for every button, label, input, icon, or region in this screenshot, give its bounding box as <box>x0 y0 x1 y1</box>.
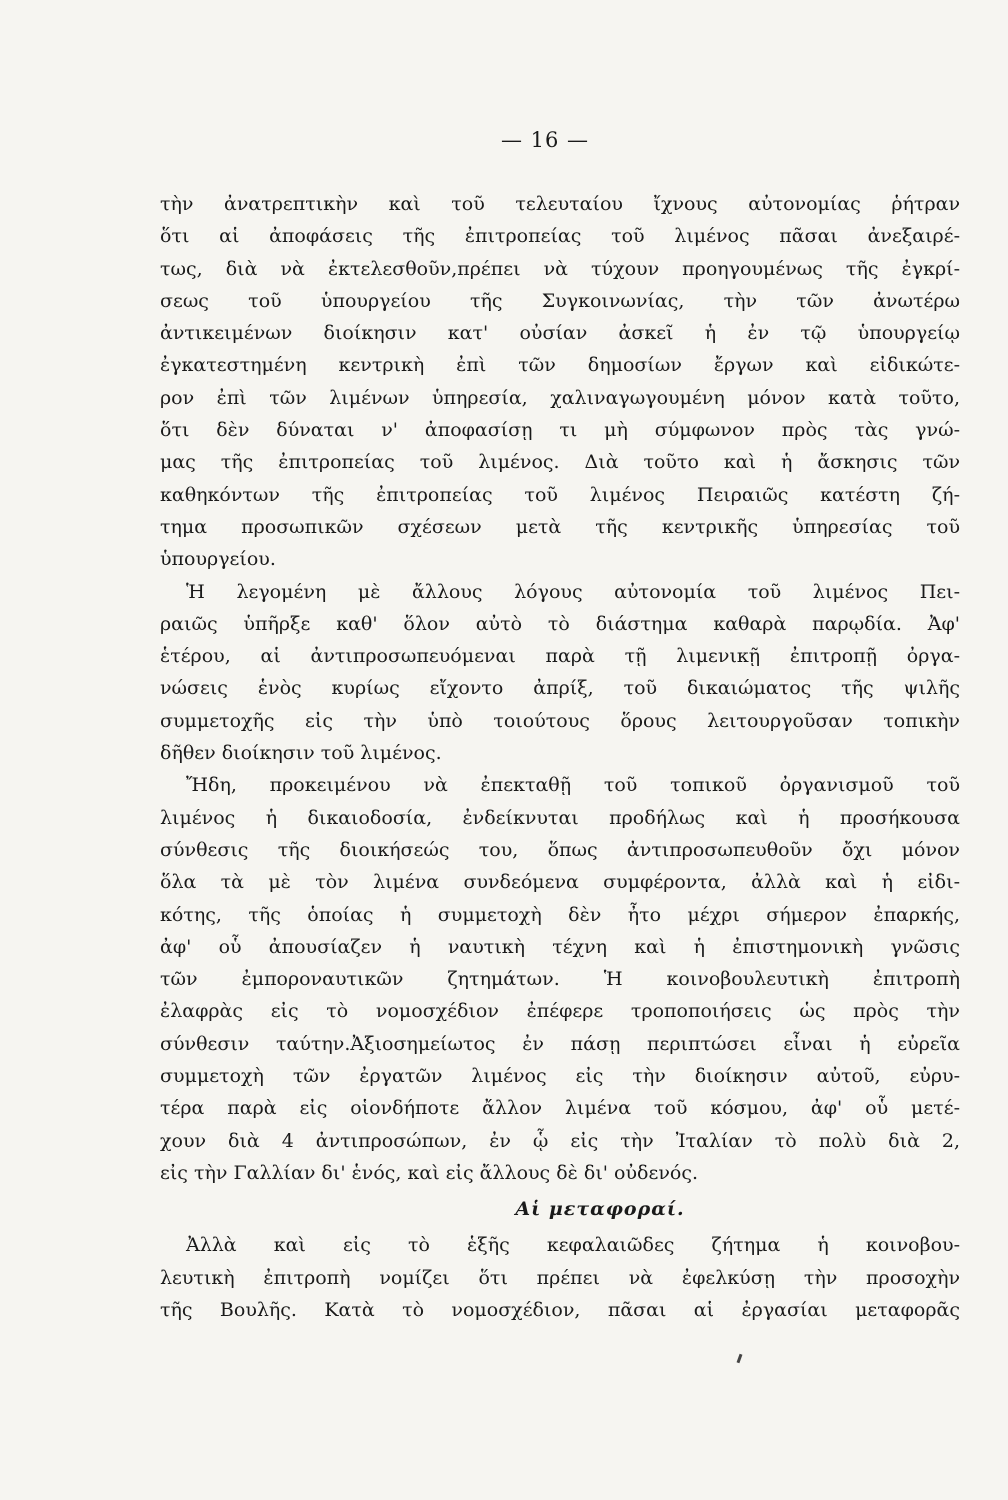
text-line: ἀντικειμένων διοίκησιν κατ' οὐσίαν ἀσκεῖ ἡ ἐν τῷ ὑπουργείῳ <box>160 322 960 345</box>
text-line: ὑπουργείου. <box>160 548 276 571</box>
paragraph-1 <box>160 188 960 576</box>
text-line: συμμετοχῆς εἰς τὴν ὑπὸ τοιούτους ὅρους λειτουργοῦσαν τοπικὴν <box>160 709 960 732</box>
text-line: ραιῶς ὑπῆρξε καθ' ὅλον αὐτὸ τὸ διάστημα καθαρὰ παρῳδία. Ἀφ' <box>160 612 960 635</box>
text-line: τέρα παρὰ εἰς οἱονδήποτε ἄλλον λιμένα τοῦ κόσμου, ἀφ' οὗ μετέ- <box>160 1097 960 1120</box>
text-line: τῆς Βουλῆς. Κατὰ τὸ νομοσχέδιον, πᾶσαι αἱ ἐργασίαι μεταφορᾶς <box>160 1298 960 1321</box>
text-line: Ἤδη, προκειμένου νὰ ἐπεκταθῇ τοῦ τοπικοῦ ὀργανισμοῦ τοῦ <box>186 774 960 797</box>
text-line: μας τῆς ἐπιτροπείας τοῦ λιμένος. Διὰ τοῦτο καὶ ἡ ἄσκησις τῶν <box>160 451 960 474</box>
text-line: τὴν ἀνατρεπτικὴν καὶ τοῦ τελευταίου ἴχνους αὐτονομίας ῥήτραν <box>160 193 960 215</box>
text-line: σύνθεσις τῆς διοικήσεώς του, ὅπως ἀντιπροσωπευθοῦν ὄχι μόνον <box>160 838 960 861</box>
text-line: χουν διὰ 4 ἀντιπροσώπων, ἐν ᾧ εἰς τὴν Ἰταλίαν τὸ πολὺ διὰ 2, <box>160 1129 960 1152</box>
text-line: σεως τοῦ ὑπουργείου τῆς Συγκοινωνίας, τὴν τῶν ἀνωτέρω <box>160 289 960 312</box>
text-line: Ἡ λεγομένη μὲ ἄλλους λόγους αὐτονομία τοῦ λιμένος Πει- <box>186 580 960 603</box>
text-line: λιμένος ἡ δικαιοδοσία, ἐνδείκνυται προδήλως καὶ ἡ προσήκουσα <box>160 806 960 829</box>
text-line: τως, διὰ νὰ ἐκτελεσθοῦν,πρέπει νὰ τύχουν προηγουμένως τῆς ἐγκρί- <box>160 257 960 280</box>
text-line: ὅτι δὲν δύναται ν' ἀποφασίσῃ τι μὴ σύμφωνον πρὸς τὰς γνώ- <box>160 419 960 442</box>
paragraph-3 <box>160 769 960 1189</box>
text-line: εἰς τὴν Γαλλίαν δι' ἑνός, καὶ εἰς ἄλλους δὲ δι' οὐδενός. <box>160 1161 699 1184</box>
text-line: ἑτέρου, αἱ ἀντιπροσωπευόμεναι παρὰ τῇ λιμενικῇ ἐπιτροπῇ ὀργα- <box>160 645 960 668</box>
text-line: ὅτι αἱ ἀποφάσεις τῆς ἐπιτροπείας τοῦ λιμένος πᾶσαι ἀνεξαιρέ- <box>160 225 960 248</box>
text-line: ἐλαφρὰς εἰς τὸ νομοσχέδιον ἐπέφερε τροποποιήσεις ὡς πρὸς τὴν <box>160 1000 960 1023</box>
text-line: Ἀλλὰ καὶ εἰς τὸ ἑξῆς κεφαλαιῶδες ζήτημα ἡ κοινοβου- <box>186 1234 960 1257</box>
text-line: τῶν ἐμποροναυτικῶν ζητημάτων. Ἡ κοινοβουλευτικὴ ἐπιτροπὴ <box>160 968 960 991</box>
text-line: ἀφ' οὗ ἀπουσίαζεν ἡ ναυτικὴ τέχνη καὶ ἡ ἐπιστημονικὴ γνῶσις <box>160 935 960 958</box>
text-line: τημα προσωπικῶν σχέσεων μετὰ τῆς κεντρικῆς ὑπηρεσίας τοῦ <box>160 515 960 538</box>
page-number: — 16 — <box>500 128 590 152</box>
text-line: ρον ἐπὶ τῶν λιμένων ὑπηρεσία, χαλιναγωγουμένη μόνον κατὰ τοῦτο, <box>160 386 960 409</box>
text-line: ἐγκατεστημένη κεντρικὴ ἐπὶ τῶν δημοσίων ἔργων καὶ εἰδικώτε- <box>160 354 960 377</box>
text-line: καθηκόντων τῆς ἐπιτροπείας τοῦ λιμένος Πειραιῶς κατέστη ζή- <box>160 483 960 506</box>
section-paragraph <box>160 1229 960 1326</box>
ink-speck <box>737 1354 743 1363</box>
text-line: δῆθεν διοίκησιν τοῦ λιμένος. <box>160 742 442 765</box>
section-heading: Αἱ μεταφοραί. <box>515 1198 685 1221</box>
body-text <box>160 188 960 1326</box>
text-line: νώσεις ἑνὸς κυρίως εἴχοντο ἀπρίξ, τοῦ δικαιώματος τῆς ψιλῆς <box>160 677 960 700</box>
text-line: σύνθεσιν ταύτην.Ἀξιοσημείωτος ἐν πάσῃ περιπτώσει εἶναι ἡ εὐρεῖα <box>160 1032 960 1055</box>
text-line: συμμετοχὴ τῶν ἐργατῶν λιμένος εἰς τὴν διοίκησιν αὐτοῦ, εὐρυ- <box>160 1065 960 1088</box>
text-line: ὅλα τὰ μὲ τὸν λιμένα συνδεόμενα συμφέροντα, ἀλλὰ καὶ ἡ εἰδι- <box>160 871 960 894</box>
paragraph-2 <box>160 576 960 770</box>
text-line: κότης, τῆς ὁποίας ἡ συμμετοχὴ δὲν ἦτο μέχρι σήμερον ἐπαρκής, <box>160 903 960 926</box>
text-line: λευτικὴ ἐπιτροπὴ νομίζει ὅτι πρέπει νὰ ἐφελκύσῃ τὴν προσοχὴν <box>160 1266 960 1289</box>
